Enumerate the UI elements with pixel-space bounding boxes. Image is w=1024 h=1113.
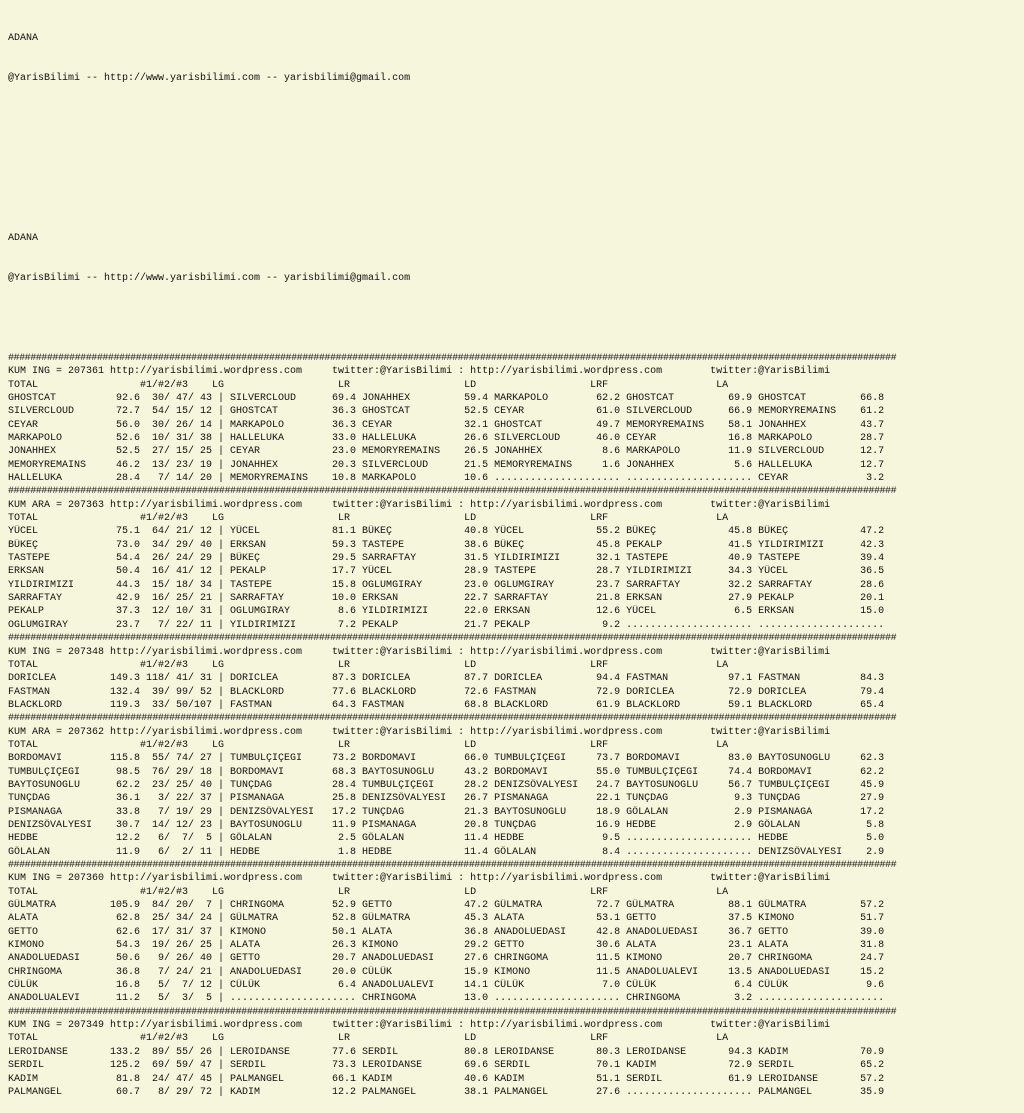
table-row: GÖLALAN 11.9 6/ 2/ 11 | HEDBE 1.8 HEDBE 11.4 GÖLALAN 8.4 ..................... DENIZSÖVALYESI 2.9	[8, 846, 885, 858]
race-title: KUM ING = 207361 http://yarisbilimi.wordpress.com twitter:@YarisBilimi : http://yarisbilimi.wordpress.com twitter:@YarisBilimi	[8, 366, 831, 378]
table-row: CÜLÜK 16.8 5/ 7/ 12 | CÜLÜK 6.4 ANADOLUALEVI 14.1 CÜLÜK 7.0 CÜLÜK 6.4 CÜLÜK 9.6	[8, 980, 885, 992]
separator-line: ################################################################################################################################################################	[8, 860, 897, 871]
column-headers: TOTAL #1/#2/#3 LG LR LD LRF LA	[8, 513, 729, 525]
table-row: GÜLMATRA 105.9 84/ 20/ 7 | CHRINGOMA 52.9 GETTO 47.2 GÜLMATRA 72.7 GÜLMATRA 88.1 GÜLMATRA 57.2	[8, 900, 885, 912]
table-row: SERDIL 125.2 69/ 59/ 47 | SERDIL 73.3 LEROIDANSE 69.6 SERDIL 70.1 KADIM 72.9 SERDIL 65.2	[8, 1060, 885, 1072]
table-row: TUMBULÇIÇEGI 98.5 76/ 29/ 18 | BORDOMAVI 68.3 BAYTOSUNOGLU 43.2 BORDOMAVI 55.0 TUMBULÇIÇEGI 74.4 BORDOMAVI 62.2	[8, 766, 885, 778]
blank-line	[8, 192, 1020, 205]
column-headers: TOTAL #1/#2/#3 LG LR LD LRF LA	[8, 1033, 729, 1045]
race-block	[8, 632, 1020, 712]
table-row: TASTEPE 54.4 26/ 24/ 29 | BÜKEÇ 29.5 SARRAFTAY 31.5 YILDIRIMIZI 32.1 TASTEPE 40.9 TASTEPE 39.4	[8, 553, 885, 565]
table-row: YILDIRIMIZI 44.3 15/ 18/ 34 | TASTEPE 15.8 OGLUMGIRAY 23.0 OGLUMGIRAY 23.7 SARRAFTAY 32.2 SARRAFTAY 28.6	[8, 579, 885, 591]
table-row: HEDBE 12.2 6/ 7/ 5 | GÖLALAN 2.5 GÖLALAN 11.4 HEDBE 9.5 ..................... HEDBE 5.0	[8, 833, 885, 845]
table-row: CHRINGOMA 36.8 7/ 24/ 21 | ANADOLUEDASI 20.0 CÜLÜK 15.9 KIMONO 11.5 ANADOLUALEVI 13.5 ANADOLUEDASI 15.2	[8, 966, 885, 978]
blank-line	[8, 152, 1020, 165]
column-headers: TOTAL #1/#2/#3 LG LR LD LRF LA	[8, 379, 729, 391]
header-city: ADANA	[8, 32, 39, 44]
table-row: LEROIDANSE 133.2 89/ 55/ 26 | LEROIDANSE 77.6 SERDIL 80.8 LEROIDANSE 80.3 LEROIDANSE 94.3 KADIM 70.9	[8, 1046, 885, 1058]
column-headers: TOTAL #1/#2/#3 LG LR LD LRF LA	[8, 739, 729, 751]
table-row: TUNÇDAG 36.1 3/ 22/ 37 | PISMANAGA 25.8 DENIZSÖVALYESI 26.7 PISMANAGA 22.1 TUNÇDAG 9.3 TUNÇDAG 27.9	[8, 793, 885, 805]
table-row: YÜCEL 75.1 64/ 21/ 12 | YÜCEL 81.1 BÜKEÇ 40.8 YÜCEL 55.2 BÜKEÇ 45.8 BÜKEÇ 47.2	[8, 526, 885, 538]
race-title: KUM ING = 207360 http://yarisbilimi.wordpress.com twitter:@YarisBilimi : http://yarisbilimi.wordpress.com twitter:@YarisBilimi	[8, 873, 831, 885]
table-row: DENIZSÖVALYESI 30.7 14/ 12/ 23 | BAYTOSUNOGLU 11.9 PISMANAGA 20.8 TUNÇDAG 16.9 HEDBE 2.9 GÖLALAN 5.8	[8, 819, 885, 831]
blank-line	[8, 112, 1020, 125]
race-block	[8, 485, 1020, 632]
race-block	[8, 352, 1020, 485]
race-title: KUM ARA = 207363 http://yarisbilimi.wordpress.com twitter:@YarisBilimi : http://yarisbilimi.wordpress.com twitter:@YarisBilimi	[8, 499, 831, 511]
table-row: CEYAR 56.0 30/ 26/ 14 | MARKAPOLO 36.3 CEYAR 32.1 GHOSTCAT 49.7 MEMORYREMAINS 58.1 JONAHHEX 43.7	[8, 419, 885, 431]
table-row: ERKSAN 50.4 16/ 41/ 12 | PEKALP 17.7 YÜCEL 28.9 TASTEPE 28.7 YILDIRIMIZI 34.3 YÜCEL 36.5	[8, 566, 885, 578]
table-row: DORICLEA 149.3 118/ 41/ 31 | DORICLEA 87.3 DORICLEA 87.7 DORICLEA 94.4 FASTMAN 97.1 FASTMAN 84.3	[8, 673, 885, 685]
header-city-repeat: ADANA	[8, 232, 39, 244]
blank-line	[8, 312, 1020, 325]
separator-line: ################################################################################################################################################################	[8, 352, 897, 364]
header-contact: @YarisBilimi -- http://www.yarisbilimi.com -- yarisbilimi@gmail.com	[8, 72, 411, 84]
table-row: GETTO 62.6 17/ 31/ 37 | KIMONO 50.1 ALATA 36.8 ANADOLUEDASI 42.8 ANADOLUEDASI 36.7 GETTO 39.0	[8, 926, 885, 938]
race-title: KUM ING = 207349 http://yarisbilimi.wordpress.com twitter:@YarisBilimi : http://yarisbilimi.wordpress.com twitter:@YarisBilimi	[8, 1020, 831, 1032]
column-headers: TOTAL #1/#2/#3 LG LR LD LRF LA	[8, 659, 729, 671]
table-row: SILVERCLOUD 72.7 54/ 15/ 12 | GHOSTCAT 36.3 GHOSTCAT 52.5 CEYAR 61.0 SILVERCLOUD 66.9 MEMORYREMAINS 61.2	[8, 406, 885, 418]
table-row: BAYTOSUNOGLU 62.2 23/ 25/ 40 | TUNÇDAG 28.4 TUMBULÇIÇEGI 28.2 DENIZSÖVALYESI 24.7 BAYTOSUNOGLU 56.7 TUMBULÇIÇEGI 45.9	[8, 779, 885, 791]
table-row: BÜKEÇ 73.0 34/ 29/ 40 | ERKSAN 59.3 TASTEPE 38.6 BÜKEÇ 45.8 PEKALP 41.5 YILDIRIMIZI 42.3	[8, 539, 885, 551]
table-row: FASTMAN 132.4 39/ 99/ 52 | BLACKLORD 77.6 BLACKLORD 72.6 FASTMAN 72.9 DORICLEA 72.9 DORICLEA 79.4	[8, 686, 885, 698]
report-document	[8, 5, 1020, 1113]
race-block	[8, 859, 1020, 1006]
table-row: ALATA 62.8 25/ 34/ 24 | GÜLMATRA 52.8 GÜLMATRA 45.3 ALATA 53.1 GETTO 37.5 KIMONO 51.7	[8, 913, 885, 925]
table-row: MARKAPOLO 52.6 10/ 31/ 38 | HALLELUKA 33.0 HALLELUKA 26.6 SILVERCLOUD 46.0 CEYAR 16.8 MARKAPOLO 28.7	[8, 433, 885, 444]
table-row: MEMORYREMAINS 46.2 13/ 23/ 19 | JONAHHEX 20.3 SILVERCLOUD 21.5 MEMORYREMAINS 1.6 JONAHHEX 5.6 HALLELUKA 12.7	[8, 459, 885, 471]
table-row: ANADOLUEDASI 50.6 9/ 26/ 40 | GETTO 20.7 ANADOLUEDASI 27.6 CHRINGOMA 11.5 KIMONO 20.7 CHRINGOMA 24.7	[8, 953, 885, 965]
table-row: PALMANGEL 60.7 8/ 29/ 72 | KADIM 12.2 PALMANGEL 38.1 PALMANGEL 27.6 ..................... PALMANGEL 35.9	[8, 1086, 885, 1098]
race-block	[8, 712, 1020, 859]
table-row: ANADOLUALEVI 11.2 5/ 3/ 5 | ..................... CHRINGOMA 13.0 ..................... CHRINGOMA 3.2 .....................	[8, 993, 885, 1005]
separator-line: ################################################################################################################################################################	[8, 486, 897, 498]
race-title: KUM ARA = 207362 http://yarisbilimi.wordpress.com twitter:@YarisBilimi : http://yarisbilimi.wordpress.com twitter:@YarisBilimi	[8, 726, 831, 738]
table-row: BORDOMAVI 115.8 55/ 74/ 27 | TUMBULÇIÇEGI 73.2 BORDOMAVI 66.0 TUMBULÇIÇEGI 73.7 BORDOMAVI 83.0 BAYTOSUNOGLU 62.3	[8, 753, 885, 765]
race-tables	[8, 352, 1020, 1099]
separator-line: ################################################################################################################################################################	[8, 633, 897, 645]
table-row: SARRAFTAY 42.9 16/ 25/ 21 | SARRAFTAY 10.0 ERKSAN 22.7 SARRAFTAY 21.8 ERKSAN 27.9 PEKALP 20.1	[8, 593, 885, 605]
table-row: PISMANAGA 33.8 7/ 19/ 29 | DENIZSÖVALYESI 17.2 TUNÇDAG 21.3 BAYTOSUNOGLU 18.9 GÖLALAN 2.9 PISMANAGA 17.2	[8, 806, 885, 818]
separator-line: ################################################################################################################################################################	[8, 1006, 897, 1018]
table-row: KIMONO 54.3 19/ 26/ 25 | ALATA 26.3 KIMONO 29.2 GETTO 30.6 ALATA 23.1 ALATA 31.8	[8, 940, 885, 952]
header-contact-repeat: @YarisBilimi -- http://www.yarisbilimi.com -- yarisbilimi@gmail.com	[8, 272, 411, 284]
column-headers: TOTAL #1/#2/#3 LG LR LD LRF LA	[8, 886, 729, 898]
table-row: PEKALP 37.3 12/ 10/ 31 | OGLUMGIRAY 8.6 YILDIRIMIZI 22.0 ERKSAN 12.6 YÜCEL 6.5 ERKSAN 15.0	[8, 606, 885, 618]
race-block	[8, 1006, 1020, 1099]
table-row: HALLELUKA 28.4 7/ 14/ 20 | MEMORYREMAINS 10.8 MARKAPOLO 10.6 ..................... ..................... CEYAR 3.2	[8, 473, 885, 485]
table-row: JONAHHEX 52.5 27/ 15/ 25 | CEYAR 23.0 MEMORYREMAINS 26.5 JONAHHEX 8.6 MARKAPOLO 11.9 SILVERCLOUD 12.7	[8, 446, 885, 458]
table-row: OGLUMGIRAY 23.7 7/ 22/ 11 | YILDIRIMIZI 7.2 PEKALP 21.7 PEKALP 9.2 ..................... .....................	[8, 619, 885, 631]
table-row: GHOSTCAT 92.6 30/ 47/ 43 | SILVERCLOUD 69.4 JONAHHEX 59.4 MARKAPOLO 62.2 GHOSTCAT 69.9 GHOSTCAT 66.8	[8, 392, 885, 404]
table-row: BLACKLORD 119.3 33/ 50/107 | FASTMAN 64.3 FASTMAN 68.8 BLACKLORD 61.9 BLACKLORD 59.1 BLACKLORD 65.4	[8, 699, 885, 711]
separator-line: ################################################################################################################################################################	[8, 713, 897, 725]
race-title: KUM ING = 207348 http://yarisbilimi.wordpress.com twitter:@YarisBilimi : http://yarisbilimi.wordpress.com twitter:@YarisBilimi	[8, 646, 831, 658]
table-row: KADIM 81.8 24/ 47/ 45 | PALMANGEL 66.1 KADIM 40.6 KADIM 51.1 SERDIL 61.9 LEROIDANSE 57.2	[8, 1073, 885, 1085]
